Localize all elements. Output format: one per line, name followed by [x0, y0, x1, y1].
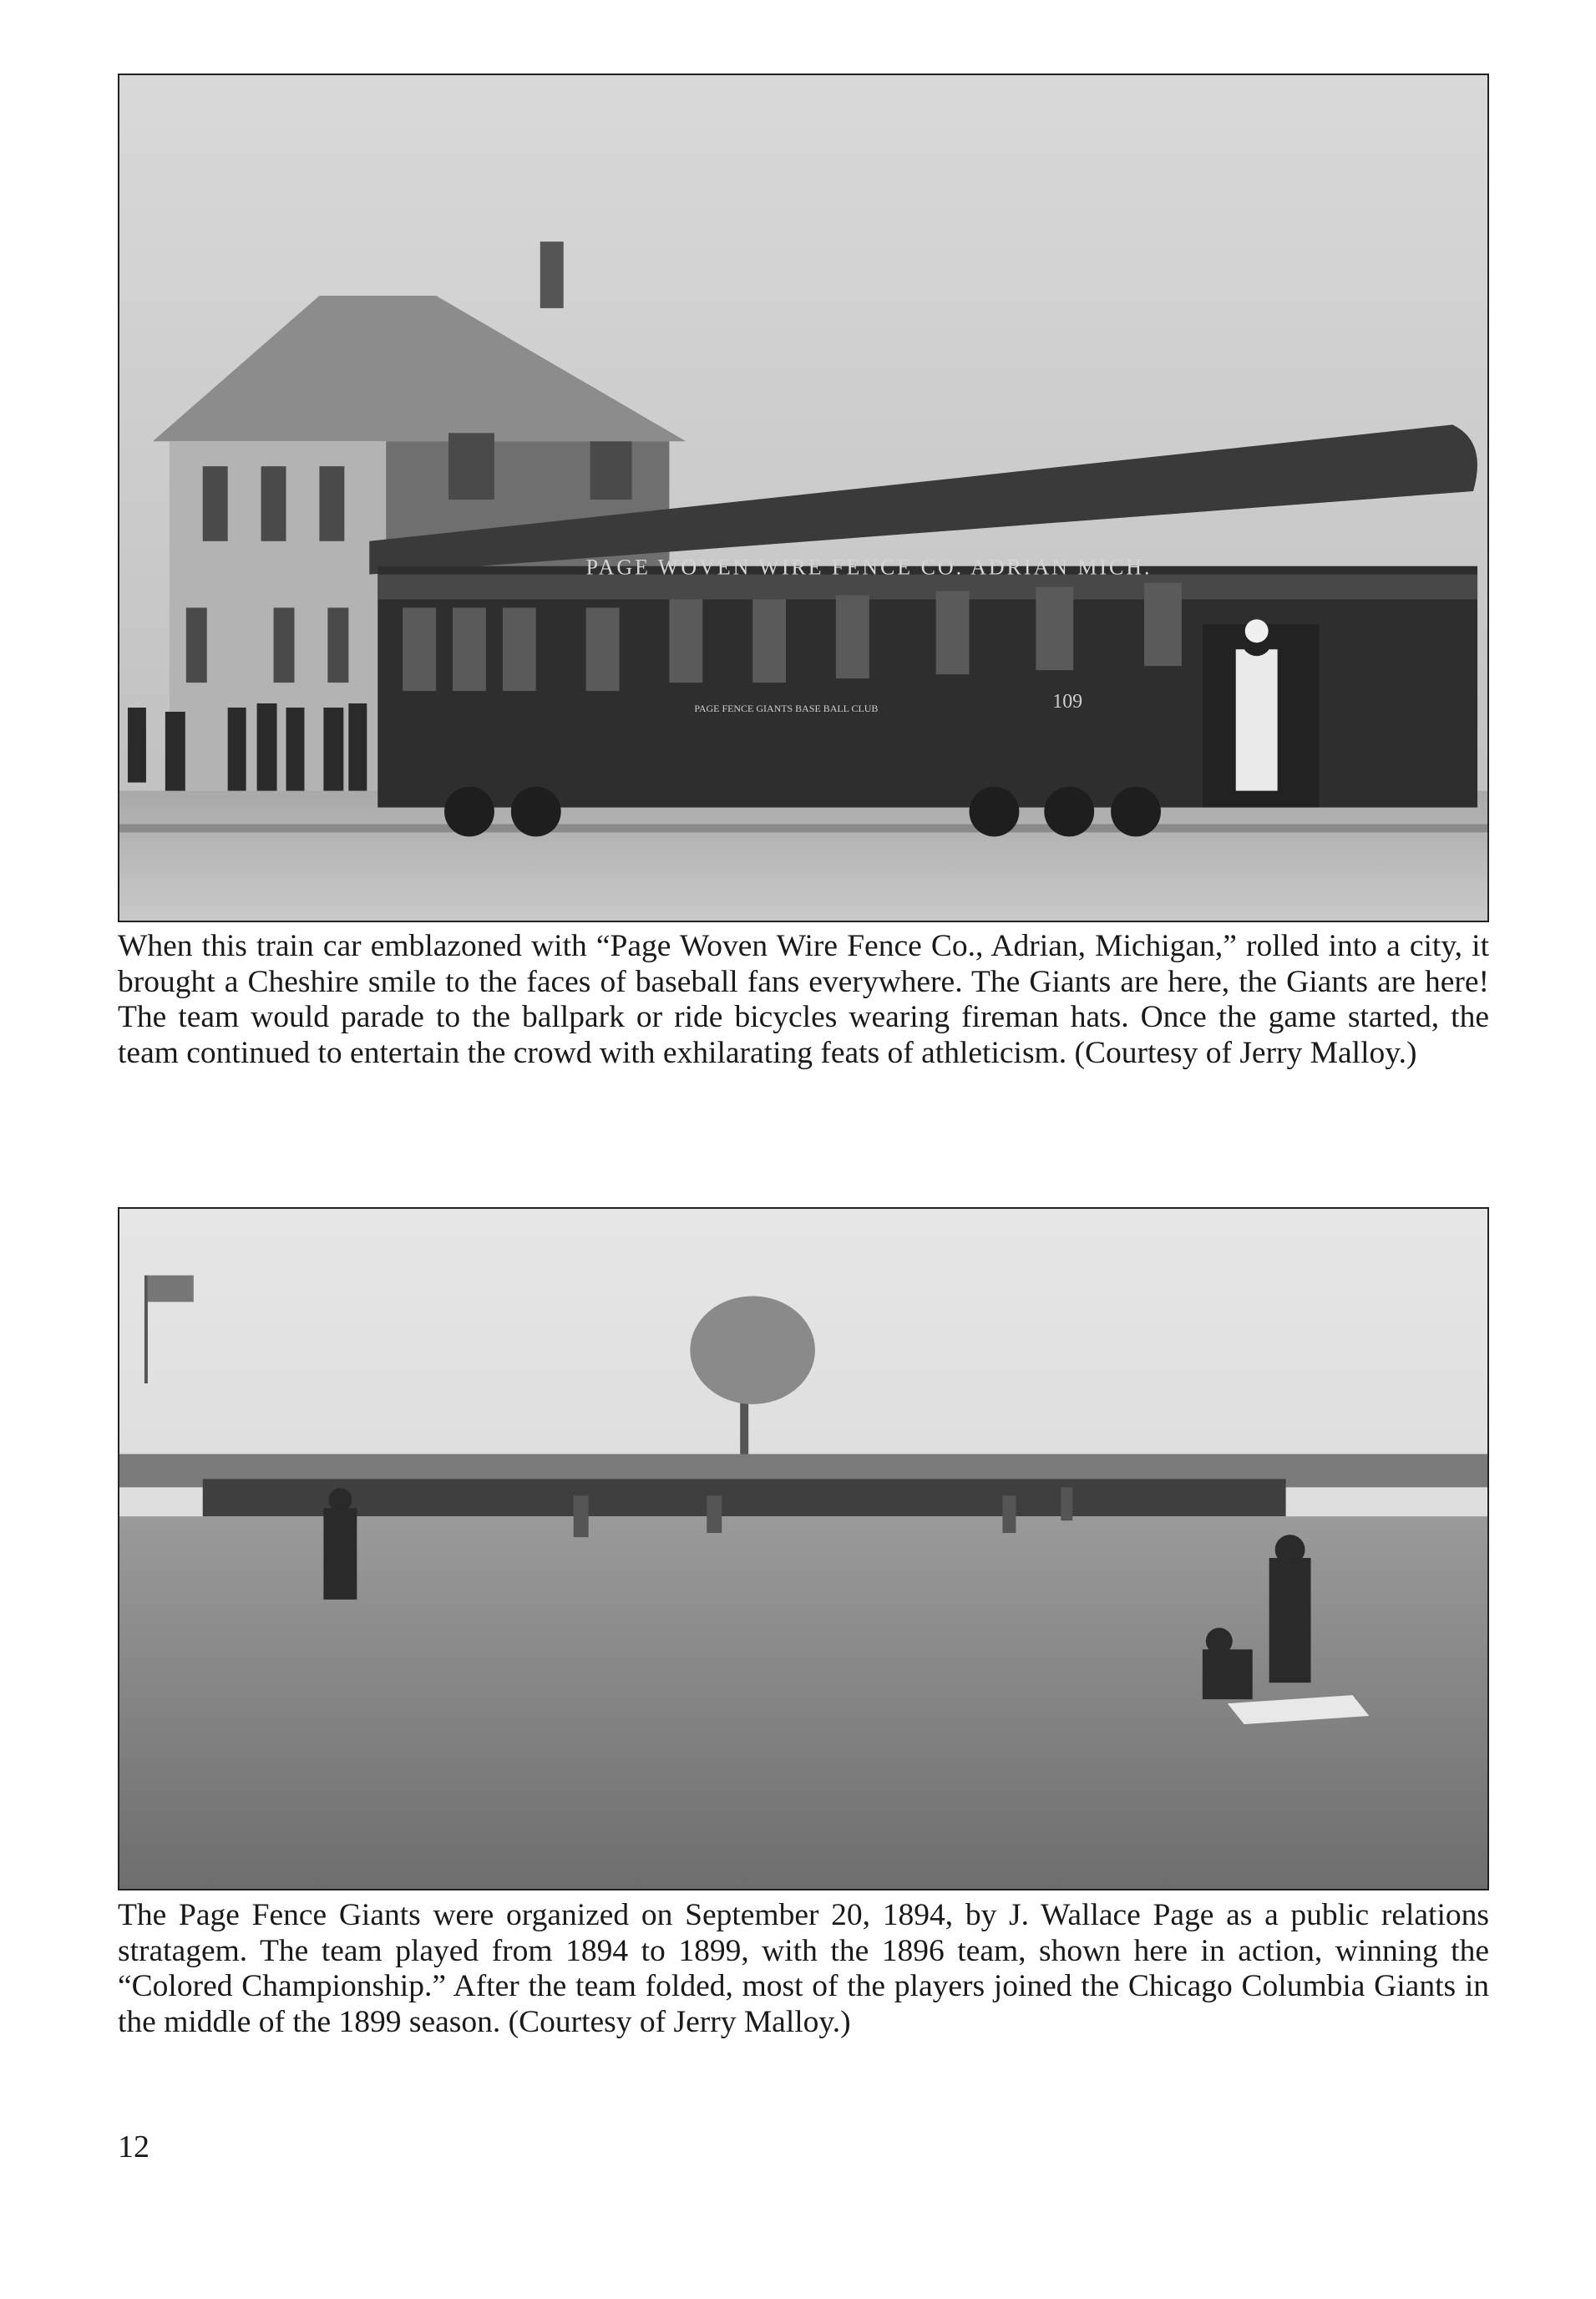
field-photo-caption: The Page Fence Giants were organized on September 20, 1894, by J. Wallace Page as a public relations stratagem. The team played from 1894 to 1899, with the 1896 team, shown here in action, winning the “Colored Championship.” After the team folded, most of the players joined the Chicago Columbia Giants in the middle of the 1899 season. (Courtesy of Jerry Malloy.) [118, 1898, 1489, 2039]
ball-field-image [119, 1209, 1487, 1889]
car-number: 109 [1052, 691, 1083, 713]
page-number: 12 [118, 2129, 149, 2165]
grandstand-crowd [203, 1479, 1286, 1516]
flag-icon [148, 1276, 194, 1302]
train-car-photo [118, 74, 1489, 922]
car-lettering: PAGE WOVEN WIRE FENCE CO. ADRIAN MICH. [585, 555, 1153, 580]
train-car-image [119, 75, 1487, 921]
car-emblem-text: PAGE FENCE GIANTS BASE BALL CLUB [694, 702, 879, 714]
ball-field-photo [118, 1207, 1489, 1890]
flagpole [144, 1276, 148, 1383]
train-photo-caption: When this train car emblazoned with “Page Woven Wire Fence Co., Adrian, Michigan,” rolled into a city, it brought a Cheshire smile to the faces of baseball fans everywhere. The Giants are here, the Giants are here! The team would parade to the ballpark or ride bicycles wearing fireman hats. Once the game started, the team continued to entertain the crowd with exhilarating feats of athleticism. (Courtesy of Jerry Malloy.) [118, 929, 1489, 1070]
